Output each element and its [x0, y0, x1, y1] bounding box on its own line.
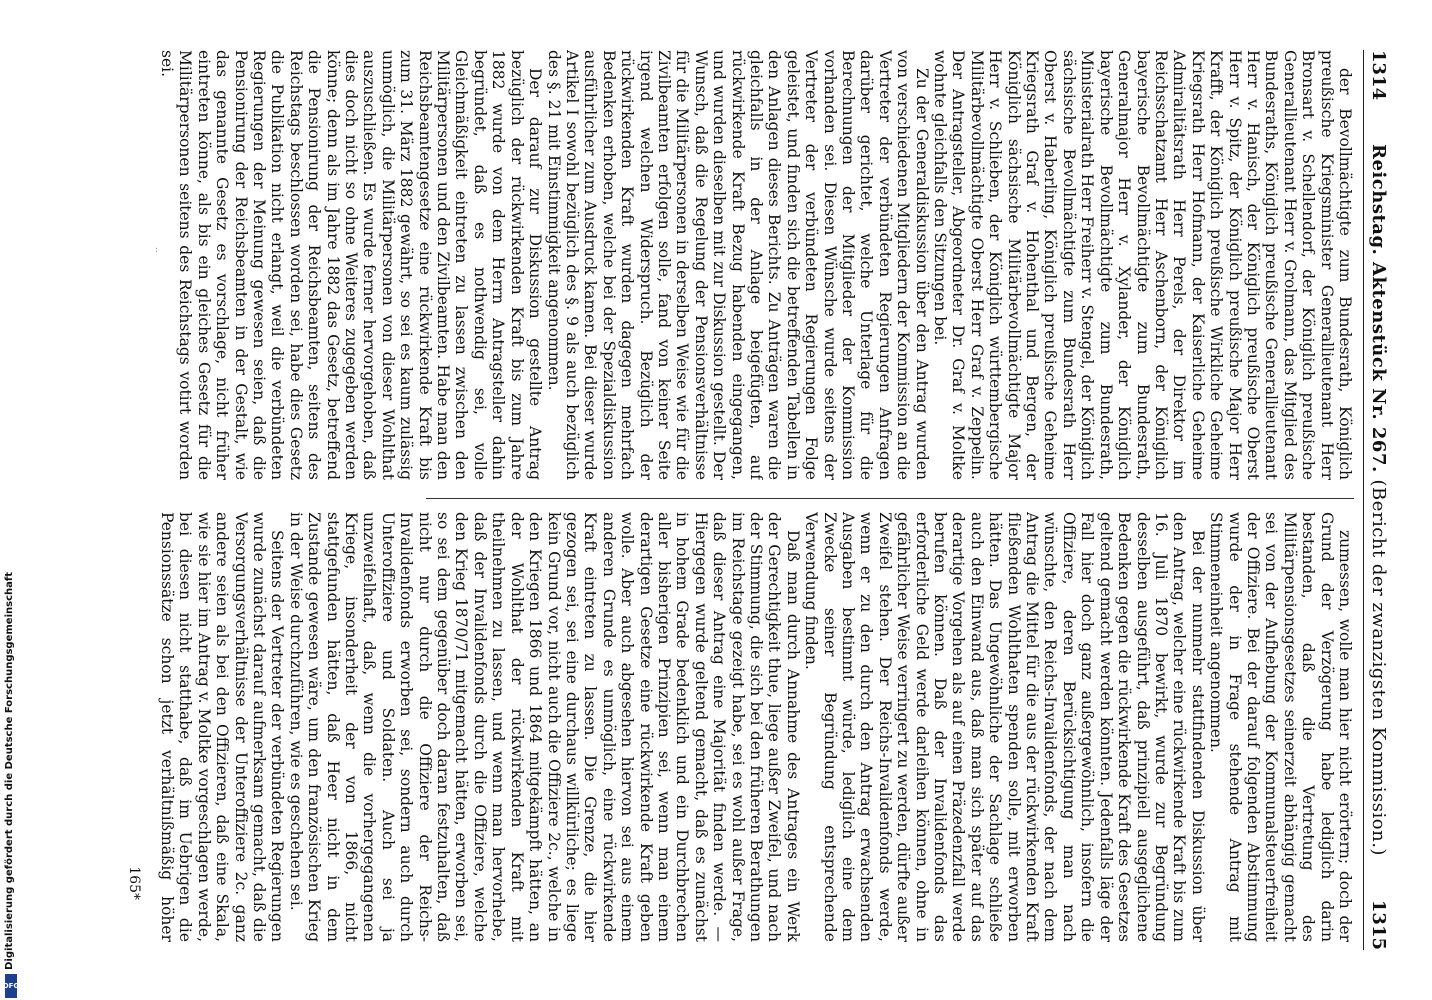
title-subtitle: (Bericht der zwanzigsten Kommission.) [1368, 479, 1390, 856]
page-number-left: 1314 [1368, 50, 1390, 101]
paragraph: zumessen, wolle man hier nicht erörtern; doch der Grund der Verzögerung habe lediglich darin bestanden, daß die Vertretung des Militärpensionsgesetzes seinerzeit abhängig gemacht sei von der Aufhebung der Kommunalsteuerfreiheit der Offiziere. Bei der darauf folgenden Abstimmung wurde der in Frage stehende Antrag mit Stimmeneinheit angenommen. [1207, 512, 1354, 942]
left-column [156, 50, 1354, 480]
paragraph: Zu der Generaldiskussion über den Antrag wurden von verschiedenen Mitgliedern der Kommission an die Vertreter der verbündeten Regierungen Anfragen darüber gerichtet, welche Unterlage für die Berechnungen der Mitglieder der Kommission vorhanden sei. Diesen Wünsche wurde seitens der Vertreter der verbündeten Regierungen Folge geleistet, und finden sich die betreffenden Tabellen in den Anlagen dieses Berichts. Zu Anträgen waren die gleichfalls in der Anlage beigefügten, auf rückwirkende Kraft Bezug habenden eingegangen, und wurden dieselben mit zur Diskussion gestellt. Der Wunsch, daß die Regelung der Pensionsverhältnisse für die Militärpersonen in derselben Weise wie für die Zivilbeamten erfolgen solle, fand von keiner Seite irgend welchen Widerspruch. Bezüglich der rückwirkenden Kraft wurden dagegen mehrfach Bedenken erhoben, welche bei der Spezialdiskussion ausführlicher zum Ausdruck kamen. Bei dieser wurde Artikel I sowohl bezüglich des §. 9 als auch bezüglich des §. 21 mit Einstimmigkeit angenommen. [544, 50, 931, 480]
paragraph [156, 50, 158, 480]
running-head [1363, 50, 1394, 950]
page-number-right: 1315 [1368, 899, 1390, 950]
sheet-signature: 165* [126, 866, 142, 900]
logo-text: DFG [2, 982, 20, 990]
paragraph: der Bevollmächtigte zum Bundesrath, Königlich preußische Kriegsminister Generallieutenant Herr Bronsart v. Schellendorf, der Königlich preußische Generallieutenant Herr v. Grolmann, das Mitglied des Bundesraths, Königlich preußische Generallieutenant Herr v. Hanisch, der Königlich preußische Oberst Herr v. Spitz, der Königlich preußische Major Herr Krafft, der Königlich preußische Wirkliche Geheime Kriegsrath Herr Hofmann, der Kaiserliche Geheime Admiralitätsrath Herr Perels, der Direktor im Reichsschatzamt Herr Aschenborn, der Königlich bayerische Bevollmächtigte zum Bundesrath, Generalmajor Herr v. Xylander, der Königlich bayerische Bevollmächtigte zum Bundesrath, Ministerialrath Herr Freiherr v. Stengel, der Königlich sächsische Bevollmächtigte zum Bundesrath Herr Oberst v. Haberling, Königlich preußische Geheime Kriegsrath Graf v. Hohenthal und Bergen, der Königlich sächsische Militärbevollmächtigte Major Herr v. Schlieben, der Königlich württembergische Militärbevollmächtigte Oberst Herr Graf v. Zeppelin. Der Antragsteller, Abgeordneter Dr. Graf v. Moltke wohnte gleichfalls den Sitzungen bei. [931, 50, 1354, 480]
title-main: Reichstag. Aktenstück Nr. 267. [1368, 144, 1390, 473]
paragraph: Der darauf zur Diskussion gestellte Antrag bezüglich der rückwirkenden Kraft bis zum Jahre 1882 wurde von dem Herrn Antragsteller dahin begründet, daß es nothwendig sei, volle Gleichmäßigkeit eintreten zu lassen zwischen den Militärpersonen und den Zivilbeamten. Habe man den Reichsbeamtengesetze eine rückwirkende Kraft bis zum 31. März 1882 gewährt, so sei es kaum zulässig unmöglich, die Militärpersonen von dieser Wohlthat auszuschließen. Es wurde ferner hervorgehoben, daß dies doch nicht so ohne Weiteres zugegeben werden könne; denn als im Jahre 1882 das Gesetz, betreffend die Pensionirung der Reichsbeamten, seitens des Reichstags beschlossen worden sei, habe dies Gesetz die Publikation nicht erlangt, weil die verbündeten Regierungen der Meinung gewesen seien, daß die Pensionirung der Reichsbeamten in der Gestalt, wie das genannte Gesetz es vorschlage, nicht früher eintreten könne, als bis ein gleiches Gesetz für die Militärpersonen seitens des Reichstags votirt worden sei. [158, 50, 545, 480]
column-divider [426, 498, 1354, 499]
paragraph: Daß man durch Annahme des Antrages ein Werk der Gerechtigkeit thue, liege außer Zweifel, und nach der Stimmung, die sich bei den früheren Berathungen im Reichstage gezeigt habe, sei es wohl außer Frage, daß dieser Antrag eine Majorität finden werde. — Hiergegen wurde geltend gemacht, daß es zunächst in hohem Grade bedenklich und ein Durchbrechen aller bisherigen Prinzipien sei, wenn man einem derartigen Gesetze eine rückwirkende Kraft geben wolle. Aber auch abgesehen hiervon sei aus einem anderen Grunde es unmöglich, eine rückwirkende Kraft eintreten zu lassen. Die Grenze, die hier gezogen sei, sei eine durchaus willkürliche; es liege kein Grund vor, nicht auch die Offiziere 2c., welche in den Kriegen 1866 und 1864 mitgekämpft hätten, an der Wohlthat der rückwirkenden Kraft mit theilnehmen zu lassen, und wenn man hervorhebe, daß der Invalidenfonds durch die Offiziere, welche den Krieg 1870/71 mitgemacht hätten, erworben sei, so sei dem gegenüber doch daran festzuhalten, daß nicht nur durch die Offiziere der Reichs-Invalidenfonds erworben sei, sondern auch durch Unteroffiziere und Soldaten. Auch sei ja unzweifelhaft, daß, wenn die vorhergegangenen Kriege, insonderheit der von 1866, nicht stattgefunden hätten, daß Heer nicht in dem Zustande gewesen wäre, um den französischen Krieg in der Weise durchzuführen, wie es geschehen sei. [286, 512, 802, 942]
document-page [26, 20, 1406, 980]
digitization-strip [4, 0, 18, 1000]
page-title [1369, 50, 1390, 950]
dfg-logo-icon [2, 974, 20, 998]
paragraph: Bei der nunmehr stattfindenden Diskussion über den Antrag, welcher eine rückwirkende Kraft bis zum 16. Juli 1870 bewirkt, wurde zur Begründung desselben ausgeführt, daß prinzipiell ausgeglichene Bedenken gegen die rückwirkende Kraft des Gesetzes geltend gemacht werden könnten. Jedenfalls läge der Fall hier doch ganz außergewöhnlich, insofern die Offiziere, deren Berücksichtigung man nach wünschte, den Reichs-Invalidenfonds, der nach dem Antrag die Mittel für die aus der rückwirkenden Kraft fließenden Wohlthaten spenden solle, mit erworben hätten. Das Ungewöhnliche der Sachlage schließe auch den Einwand aus, daß man sich später auf das derartige Vorgehen als auf einen Präzedenzfall werde berufen können. Daß der Invalidenfonds das erforderliche Geld werde darleihen können, ohne in gefährlicher Weise verringert zu werden, dürfte außer Zweifel stehen. Der Reichs-Invalidenfonds werde, wenn er zu den durch den Antrag erwachsenden Ausgaben bestimmt würde, lediglich eine dem Zwecke seiner Begründung entsprechende Verwendung finden. [802, 512, 1207, 942]
digitization-note: Digitalisierung gefördert durch die Deutsche Forschungsgemeinschaft [4, 572, 15, 970]
paragraph: Seitens der Vertreter der verbündeten Regierungen wurde zunächst darauf aufmerksam gemacht, daß die Versorgungsverhältnisse der Unteroffiziere 2c. ganz andere seien als bei den Offizieren, daß eine Skala, wie sie hier im Antrag v. Moltke vorgeschlagen werde, bei diesen nicht statthabe, daß im Uebrigen die Pensionssätze schon jetzt verhältnißmäßig höher [158, 512, 287, 942]
right-column [156, 512, 1354, 942]
